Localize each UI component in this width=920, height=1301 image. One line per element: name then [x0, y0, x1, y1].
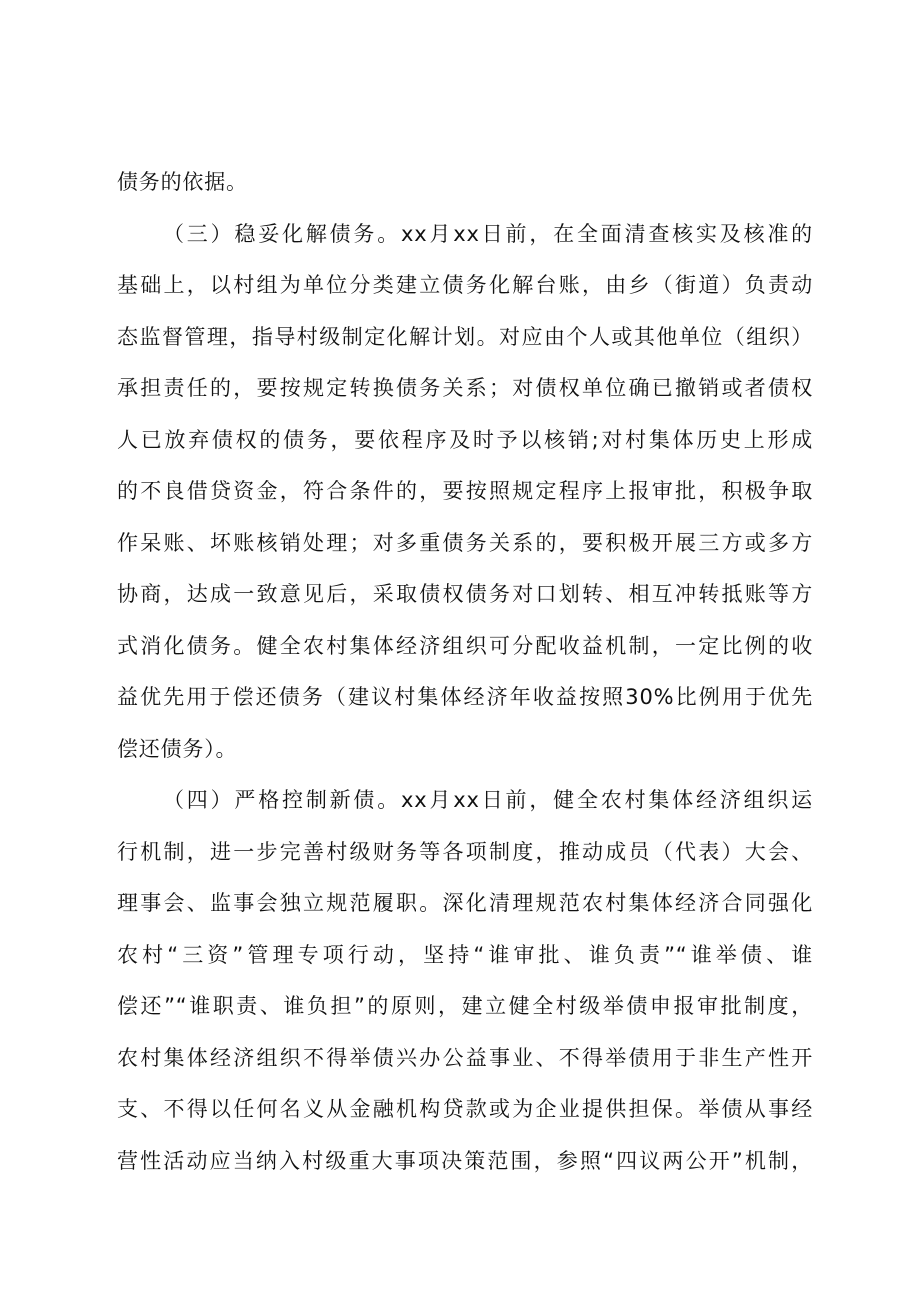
text-line: 农村“三资”管理专项行动，坚持“谁审批、谁负责”“谁举债、谁	[117, 942, 813, 967]
text-line: 人已放弃债权的债务，要依程序及时予以核销;对村集体历史上形成	[117, 427, 813, 452]
text-line: 理事会、监事会独立规范履职。深化清理规范农村集体经济合同强化	[117, 891, 813, 915]
text-line: 作呆账、坏账核销处理；对多重债务关系的，要积极开展三方或多方	[117, 530, 813, 555]
section-heading-line: （四）严格控制新债。xx月xx日前，健全农村集体经济组织运	[163, 788, 813, 812]
text-line: 营性活动应当纳入村级重大事项决策范围，参照“四议两公开”机制，	[117, 1148, 813, 1173]
text-line: 偿还债务）。	[117, 736, 238, 761]
text-line: 支、不得以任何名义从金融机构贷款或为企业提供担保。举债从事经	[117, 1097, 813, 1121]
text-line: 的不良借贷资金，符合条件的，要按照规定程序上报审批，积极争取	[117, 479, 813, 503]
document-body	[117, 157, 813, 1187]
text-line: 债务的依据。	[117, 170, 248, 194]
text-line: 行机制，进一步完善村级财务等各项制度，推动成员（代表）大会、	[117, 839, 813, 864]
text-line: 基础上，以村组为单位分类建立债务化解台账，由乡（街道）负责动	[117, 273, 813, 297]
text-line: 农村集体经济组织不得举债兴办公益事业、不得举债用于非生产性开	[117, 1045, 813, 1070]
text-line: 承担责任的，要按规定转换债务关系；对债权单位确已撤销或者债权	[117, 376, 813, 400]
section-heading-line: （三）稳妥化解债务。xx月xx日前，在全面清查核实及核准的	[163, 221, 813, 246]
text-line: 协商，达成一致意见后，采取债权债务对口划转、相互冲转抵账等方	[117, 582, 813, 606]
text-line: 偿还”“谁职责、谁负担”的原则，建立健全村级举债申报审批制度，	[117, 994, 813, 1018]
text-line: 式消化债务。健全农村集体经济组织可分配收益机制，一定比例的收	[117, 633, 813, 658]
text-line: 益优先用于偿还债务（建议村集体经济年收益按照30%比例用于优先	[117, 685, 813, 709]
text-line: 态监督管理，指导村级制定化解计划。对应由个人或其他单位（组织）	[117, 324, 813, 349]
